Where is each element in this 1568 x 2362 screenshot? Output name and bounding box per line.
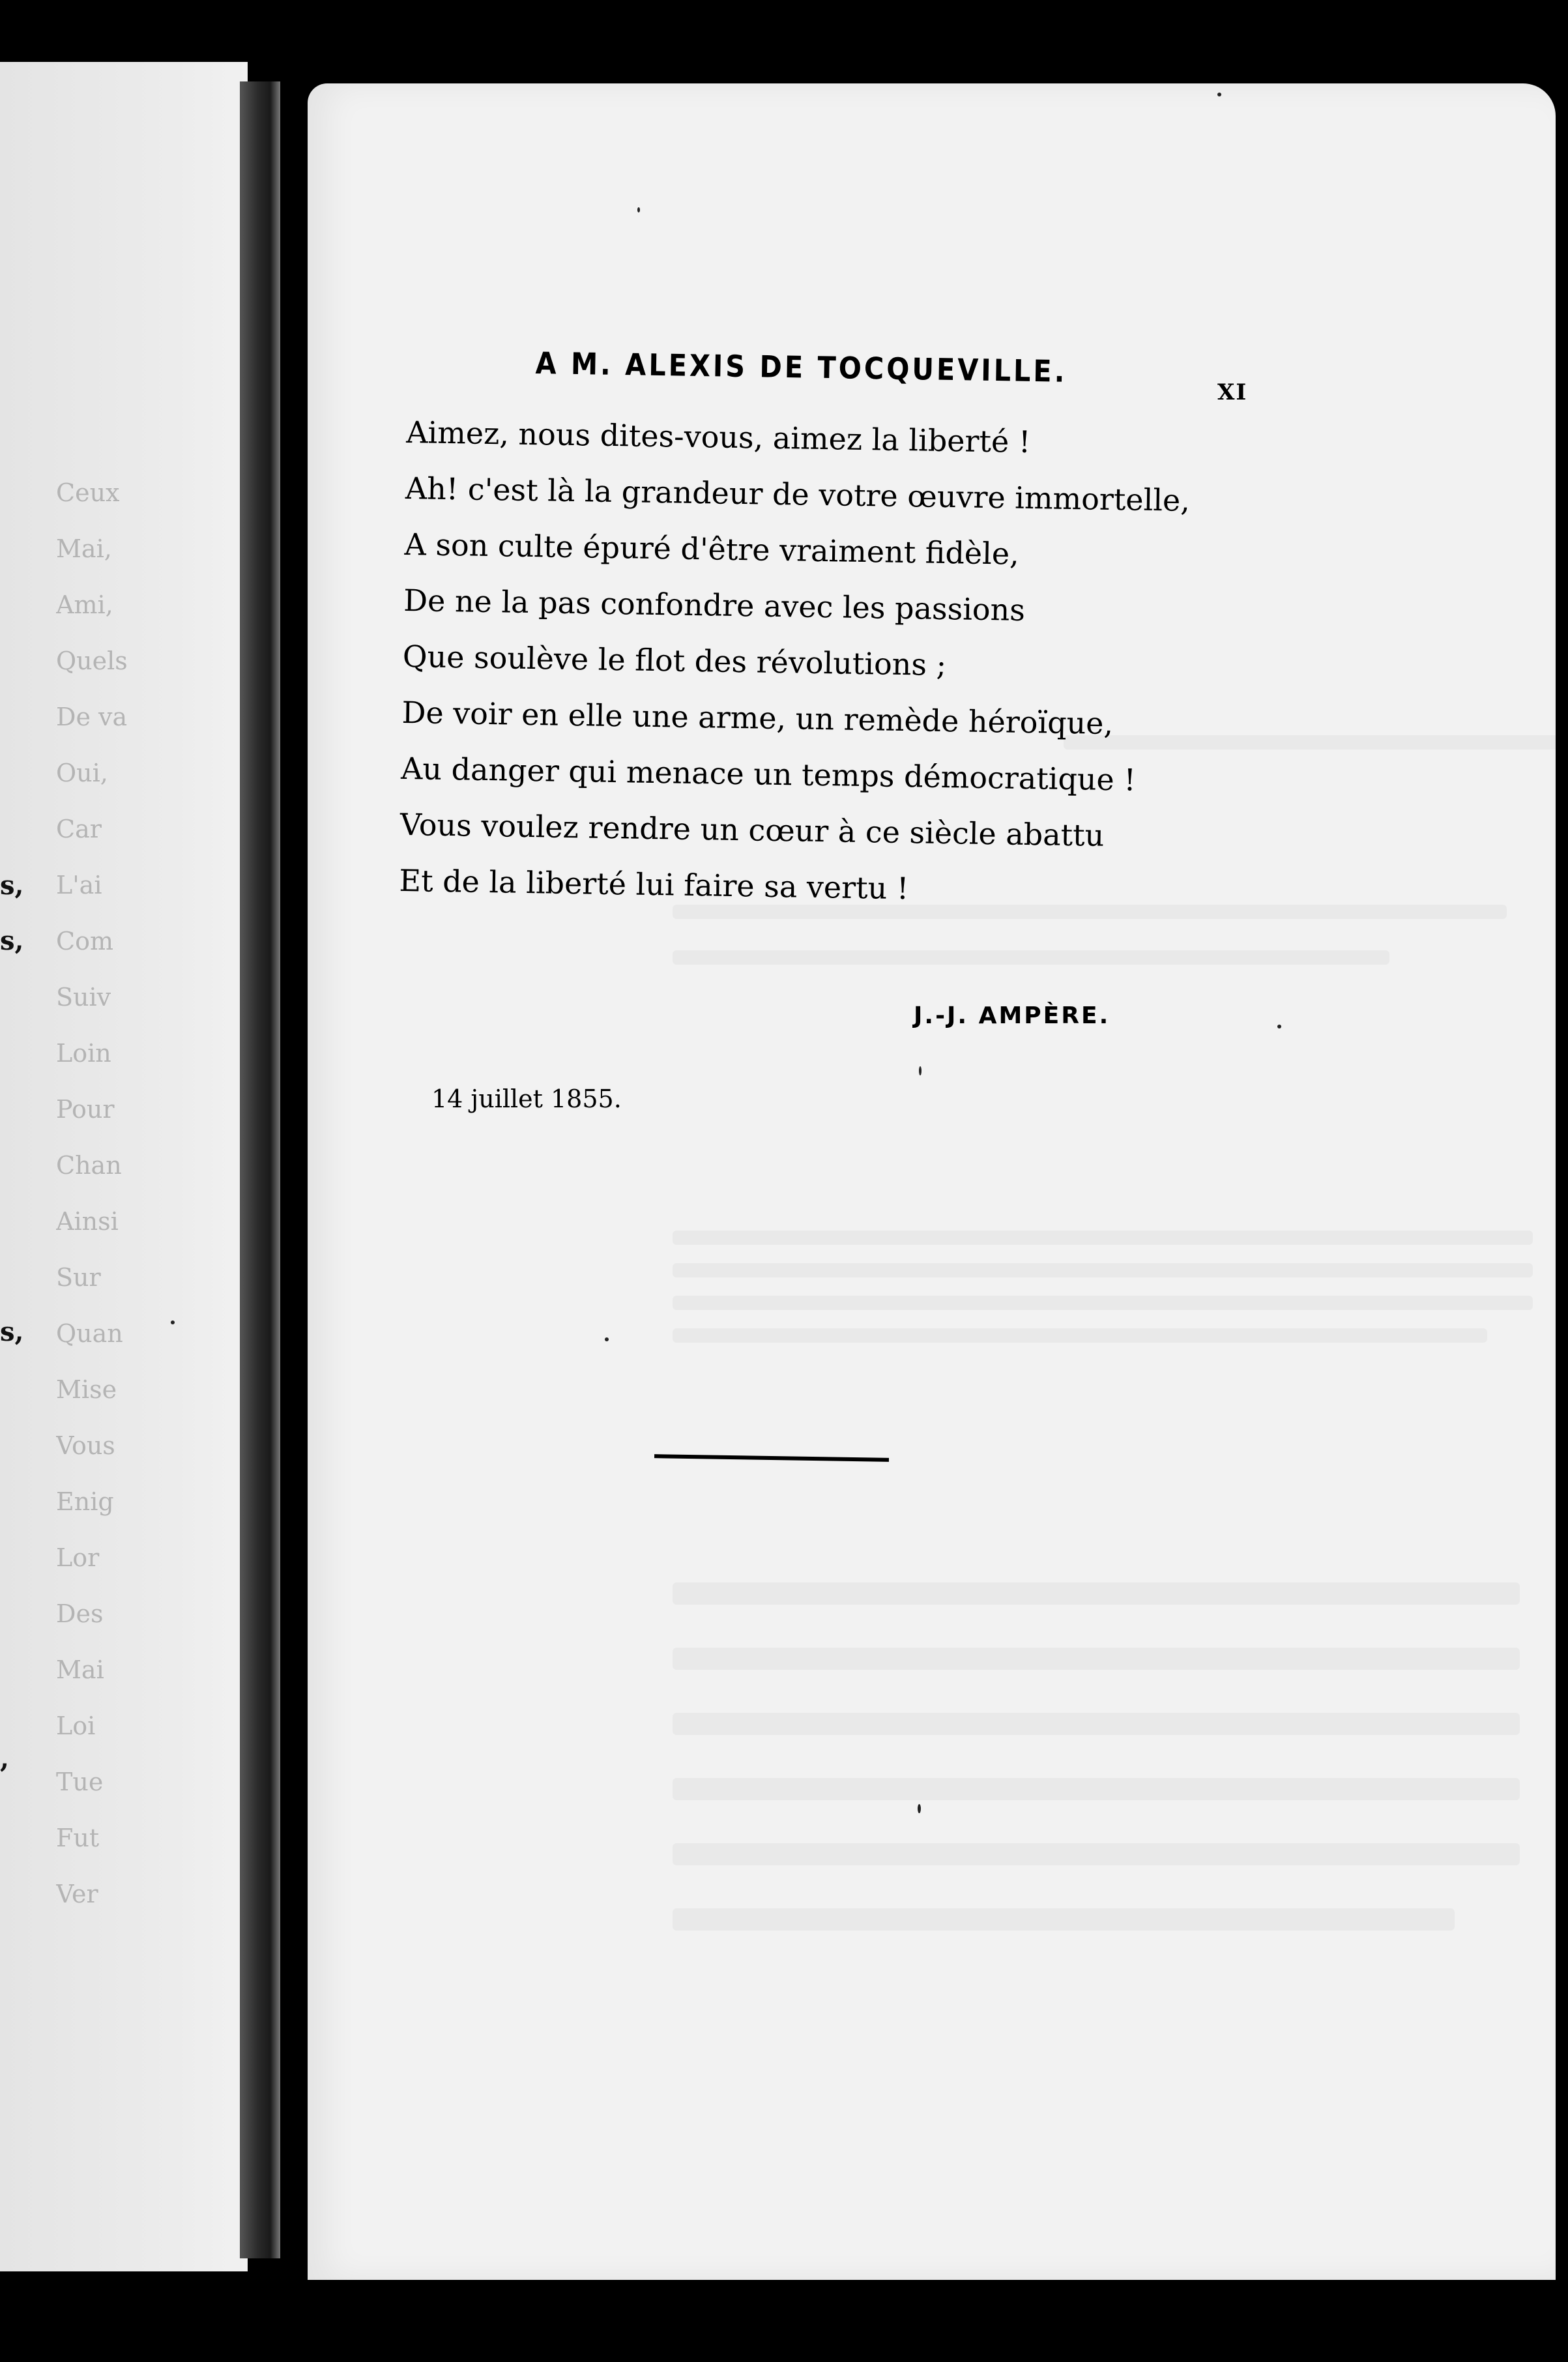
bleed-through-text [673, 1231, 1533, 1245]
poem-line: A son culte épuré d'être vraiment fidèle, [404, 526, 1020, 572]
previous-page-line: Loin [56, 1039, 111, 1068]
margin-mark: s, [0, 870, 24, 901]
poem-date: 14 juillet 1855. [431, 1085, 622, 1113]
ink-speck [1217, 93, 1221, 96]
previous-page-line: Quan [56, 1319, 123, 1348]
previous-page-line: Loi [56, 1712, 96, 1740]
previous-page-line: Suiv [56, 983, 111, 1012]
margin-mark: , [0, 1743, 9, 1774]
bleed-through-text [673, 1263, 1533, 1277]
ink-speck [919, 1066, 922, 1075]
page-number: XI [1217, 379, 1248, 405]
previous-page-line: Oui, [56, 759, 108, 787]
bleed-through-text [673, 1908, 1455, 1931]
previous-page-line: Mise [56, 1375, 117, 1404]
bleed-through-text [673, 1778, 1520, 1800]
ink-speck [918, 1804, 921, 1813]
bleed-through-text [673, 1713, 1520, 1735]
ink-speck [605, 1337, 609, 1341]
margin-mark: s, [0, 926, 24, 956]
author-signature: J.-J. AMPÈRE. [914, 1002, 1111, 1029]
previous-page-line: Enig [56, 1487, 114, 1516]
previous-page-line: Ver [56, 1880, 98, 1908]
poem-line: Ah! c'est là la grandeur de votre œuvre immortelle, [405, 470, 1191, 518]
page-gutter-shadow [240, 81, 280, 2258]
bleed-through-text [673, 1328, 1487, 1343]
poem-line: De ne la pas confondre avec les passions [403, 582, 1026, 628]
poem-line: Vous voulez rendre un cœur à ce siècle abattu [399, 806, 1105, 853]
poem-line: Aimez, nous dites-vous, aimez la liberté ! [405, 414, 1031, 460]
poem-body [399, 404, 1191, 920]
previous-page-line: L'ai [56, 871, 102, 899]
previous-page-line: Vous [56, 1431, 115, 1460]
poem-line: Et de la liberté lui faire sa vertu ! [399, 862, 909, 907]
bleed-through-text [673, 950, 1389, 965]
previous-page-line: Sur [56, 1263, 101, 1292]
previous-page-line: Com [56, 927, 113, 955]
poem-line: Que soulève le flot des révolutions ; [402, 638, 947, 683]
bleed-through-text [673, 1843, 1520, 1865]
bleed-through-text [673, 1582, 1520, 1605]
previous-page-line: Fut [56, 1824, 100, 1852]
poem-line: Au danger qui menace un temps démocratique ! [400, 750, 1137, 798]
previous-page-line: Des [56, 1599, 104, 1628]
poem-title: A M. ALEXIS DE TOCQUEVILLE. [535, 345, 1067, 389]
ink-speck [637, 207, 640, 212]
ink-speck [1277, 1025, 1281, 1028]
previous-page-line: Car [56, 815, 102, 843]
poem-line: De voir en elle une arme, un remède héroïque, [401, 694, 1114, 742]
margin-mark: s, [0, 1317, 24, 1347]
previous-page-line: Quels [56, 647, 128, 675]
previous-page-line: De va [56, 703, 128, 731]
previous-page-line: Ami, [56, 590, 113, 619]
ink-speck [171, 1320, 175, 1324]
previous-page-line: Lor [56, 1543, 100, 1572]
previous-page-line: Tue [56, 1768, 104, 1796]
previous-page-line: Mai, [56, 534, 112, 563]
previous-page-line: Mai [56, 1655, 104, 1684]
previous-page-line: Pour [56, 1095, 115, 1124]
previous-page-line: Ceux [56, 478, 120, 507]
bleed-through-text [673, 1296, 1533, 1310]
previous-page-text [56, 465, 252, 1922]
previous-page-line: Chan [56, 1151, 122, 1180]
previous-page-line: Ainsi [56, 1207, 119, 1236]
previous-page [0, 62, 248, 2271]
bleed-through-text [673, 1648, 1520, 1670]
